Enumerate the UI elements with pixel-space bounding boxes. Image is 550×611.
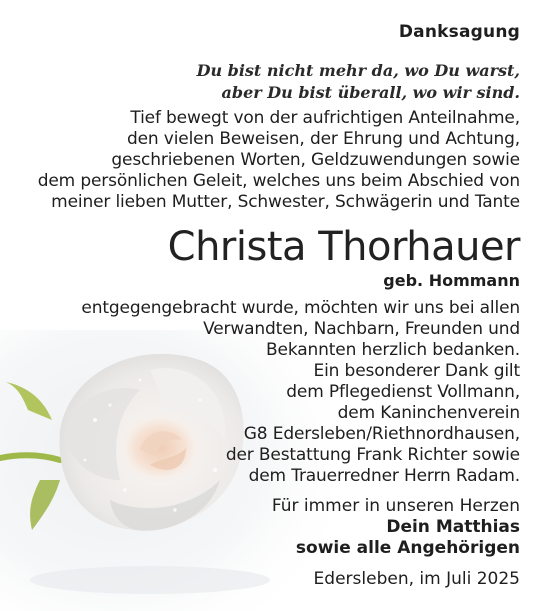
thanks-line: Verwandten, Nachbarn, Freunden und <box>203 319 520 339</box>
signer-family: sowie alle Angehörigen <box>295 538 520 558</box>
thanks-line: Bekannten herzlich bedanken. <box>266 340 520 360</box>
intro-paragraph <box>38 108 520 213</box>
thanks-paragraph <box>81 298 520 487</box>
signer-name: Dein Matthias <box>386 517 520 537</box>
place-date: Edersleben, im Juli 2025 <box>313 569 520 589</box>
closing-line: Für immer in unseren Herzen <box>271 496 520 516</box>
intro-line: geschriebenen Worten, Geldzuwendungen sowie <box>111 150 520 170</box>
poem-quote <box>197 60 520 104</box>
thanks-line: G8 Edersleben/Riethnordhausen, <box>243 424 520 444</box>
deceased-name: Christa Thorhauer <box>167 224 520 270</box>
thanks-line: der Bestattung Frank Richter sowie <box>225 445 520 465</box>
intro-line: Tief bewegt von der aufrichtigen Anteilnahme, <box>130 108 520 128</box>
poem-line: aber Du bist überall, wo wir sind. <box>221 83 520 102</box>
poem-line: Du bist nicht mehr da, wo Du warst, <box>196 61 520 80</box>
thanks-line: dem Pflegedienst Vollmann, <box>286 382 520 402</box>
heading-title: Danksagung <box>398 22 520 42</box>
thanks-line: entgegengebracht wurde, möchten wir uns bei allen <box>81 298 520 318</box>
intro-line: den vielen Beweisen, der Ehrung und Achtung, <box>126 129 520 149</box>
birth-name: geb. Hommann <box>383 271 520 290</box>
intro-line: dem persönlichen Geleit, welches uns beim Abschied von <box>37 171 520 191</box>
intro-line: meiner lieben Mutter, Schwester, Schwägerin und Tante <box>51 192 520 212</box>
closing-signature <box>272 496 520 559</box>
thanks-line: dem Kaninchenverein <box>337 403 520 423</box>
thanks-line: Ein besonderer Dank gilt <box>313 361 520 381</box>
thanks-line: dem Trauerredner Herrn Radam. <box>248 466 520 486</box>
